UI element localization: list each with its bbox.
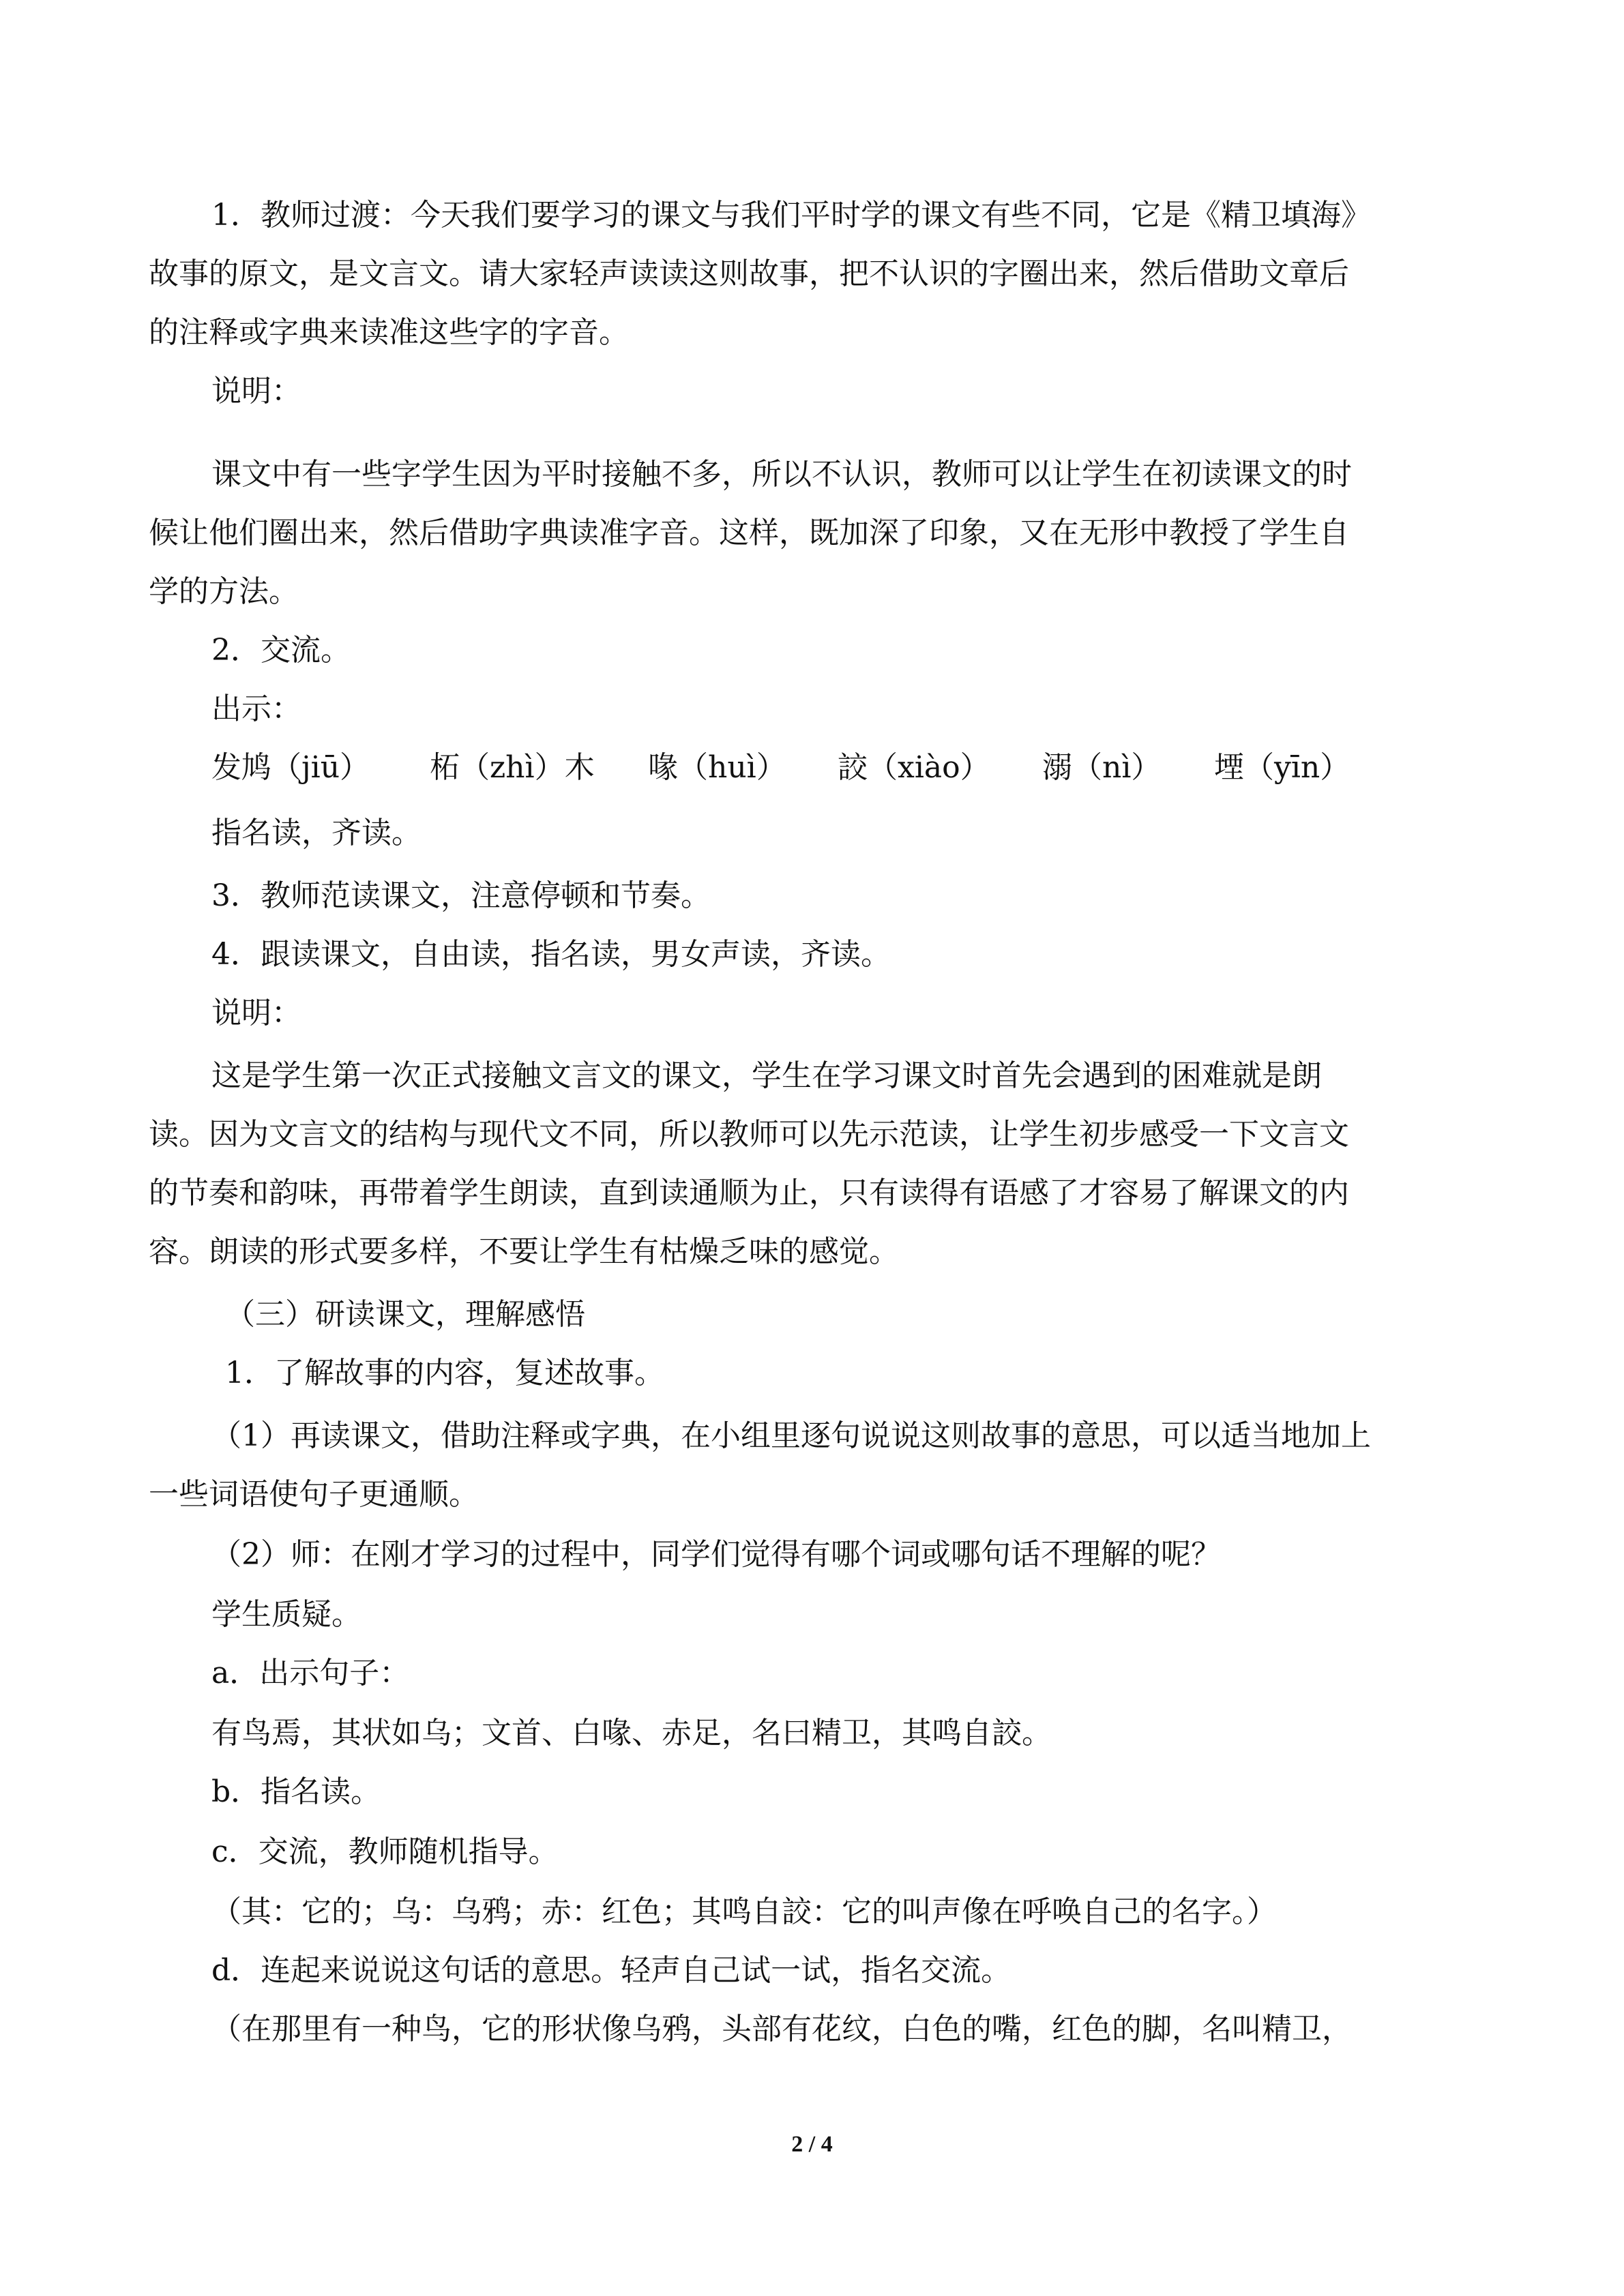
pinyin-word: 堙（yīn） <box>1214 750 1350 785</box>
paragraph-line: （2）师：在刚才学习的过程中，同学们觉得有哪个词或哪句话不理解的呢？ <box>211 1537 1221 1572</box>
note-heading: 说明： <box>211 374 301 408</box>
paragraph-line: b．指名读。 <box>211 1774 381 1809</box>
paragraph-line: （在那里有一种鸟，它的形状像乌鸦，头部有花纹，白色的嘴，红色的脚，名叫精卫， <box>211 2012 1352 2046</box>
paragraph-line: 候让他们圈出来，然后借助字典读准字音。这样，既加深了印象，又在无形中教授了学生自 <box>149 516 1349 550</box>
step-heading: 2．交流。 <box>211 633 351 668</box>
paragraph-line: 学的方法。 <box>149 574 299 609</box>
paragraph-line: 出示： <box>211 691 301 726</box>
step-heading: 4．跟读课文，自由读，指名读，男女声读，齐读。 <box>211 937 891 972</box>
paragraph-line: d．连起来说说这句话的意思。轻声自己试一试，指名交流。 <box>211 1953 1012 1988</box>
section-heading: （三）研读课文，理解感悟 <box>225 1297 585 1332</box>
paragraph-line: 读。因为文言文的结构与现代文不同，所以教师可以先示范读，让学生初步感受一下文言文 <box>149 1117 1349 1152</box>
pinyin-word: 柘（zhì）木 <box>430 750 595 785</box>
paragraph-line: 指名读，齐读。 <box>211 816 422 850</box>
step-heading: 3．教师范读课文，注意停顿和节奏。 <box>211 878 711 913</box>
pinyin-word-list <box>211 747 1507 788</box>
page-number: 2 / 4 <box>791 2132 833 2157</box>
quoted-sentence: 有鸟焉，其状如乌；文首、白喙、赤足，名曰精卫，其鸣自詨。 <box>211 1716 1052 1750</box>
paragraph-line: 的节奏和韵味，再带着学生朗读，直到读通顺为止，只有读得有语感了才容易了解课文的内 <box>149 1176 1349 1210</box>
paragraph-line: 故事的原文，是文言文。请大家轻声读读这则故事，把不认识的字圈出来，然后借助文章后 <box>149 256 1349 291</box>
paragraph-line: 一些词语使句子更通顺。 <box>149 1477 479 1512</box>
paragraph-line: （1）再读课文，借助注释或字典，在小组里逐句说说这则故事的意思，可以适当地加上 <box>211 1418 1371 1453</box>
pinyin-word: 詨（xiào） <box>838 750 990 785</box>
paragraph-line: （其：它的；乌：乌鸦；赤：红色；其鸣自詨：它的叫声像在呼唤自己的名字。） <box>211 1894 1277 1929</box>
note-heading: 说明： <box>211 996 301 1030</box>
pinyin-word: 溺（nì） <box>1042 750 1162 785</box>
paragraph-line: 的注释或字典来读准这些字的字音。 <box>149 315 629 350</box>
paragraph-line: 这是学生第一次正式接触文言文的课文，学生在学习课文时首先会遇到的困难就是朗 <box>211 1058 1322 1093</box>
paragraph-line: 1．教师过渡：今天我们要学习的课文与我们平时学的课文有些不同，它是《精卫填海》 <box>211 198 1371 233</box>
paragraph-line: 学生质疑。 <box>211 1597 361 1632</box>
step-heading: 1．了解故事的内容，复述故事。 <box>225 1356 664 1390</box>
paragraph-line: a．出示句子： <box>211 1656 410 1690</box>
pinyin-word: 发鸠（jiū） <box>211 750 370 785</box>
paragraph-line: c．交流，教师随机指导。 <box>211 1834 559 1869</box>
pinyin-word: 喙（huì） <box>648 750 786 785</box>
paragraph-line: 容。朗读的形式要多样，不要让学生有枯燥乏味的感觉。 <box>149 1234 899 1269</box>
paragraph-line: 课文中有一些字学生因为平时接触不多，所以不认识，教师可以让学生在初读课文的时 <box>211 457 1352 492</box>
